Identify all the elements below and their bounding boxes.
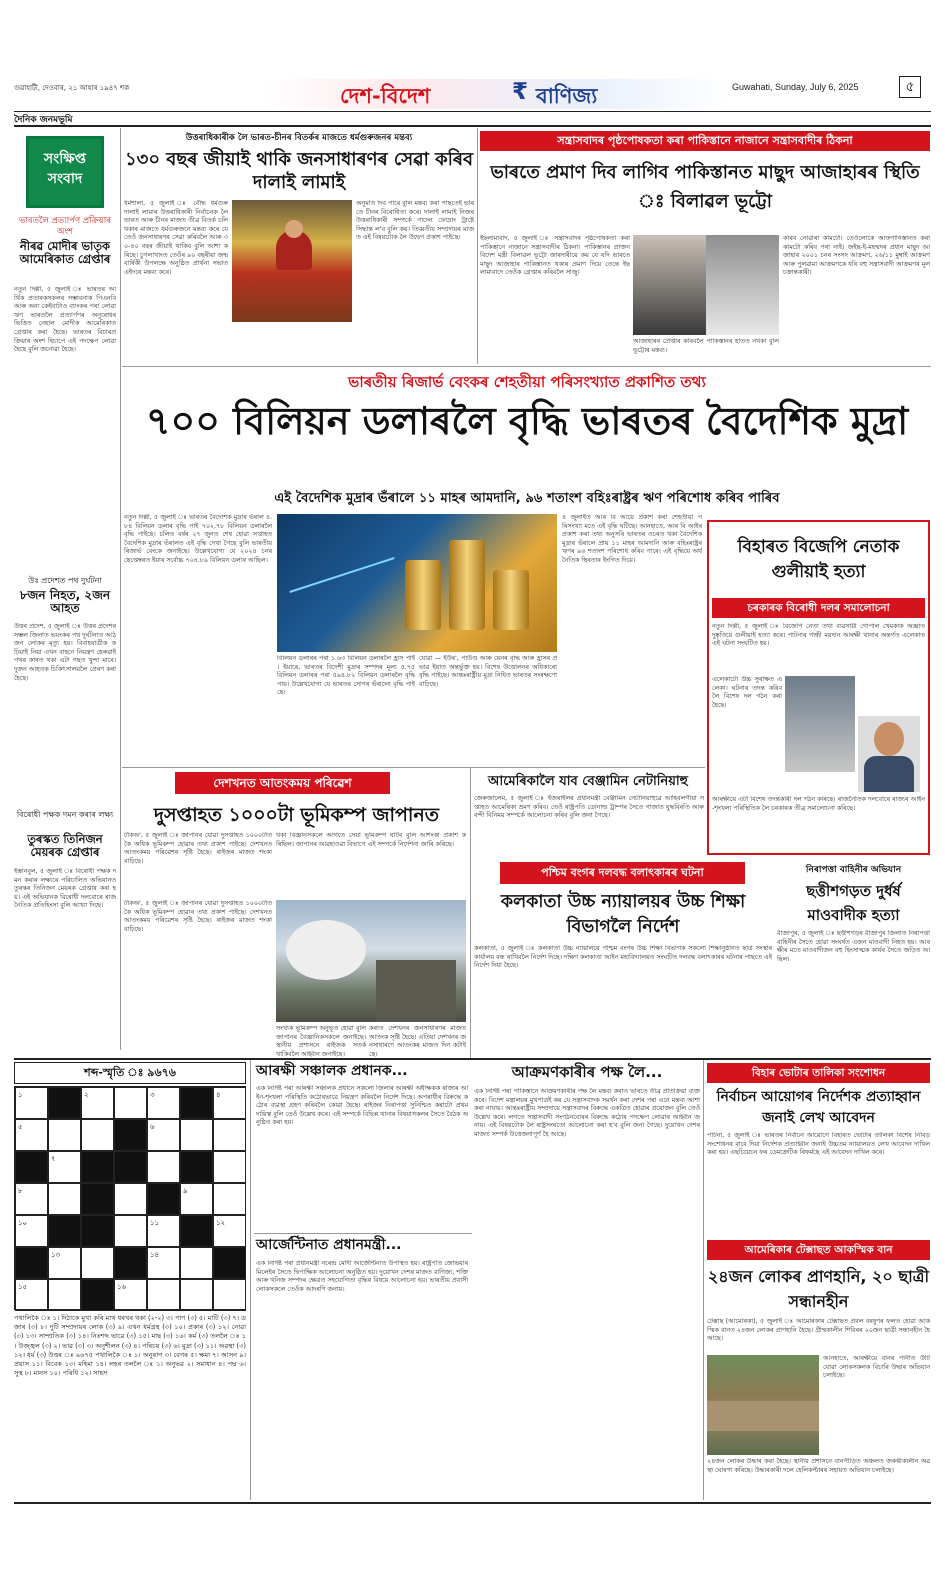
khemka-photo bbox=[858, 716, 920, 792]
cw-cell[interactable] bbox=[180, 1119, 213, 1151]
attacker-headline: আক্ৰমণকাৰীৰ পক্ষ লৈ... bbox=[511, 1063, 663, 1081]
cw-cell-b bbox=[48, 1215, 81, 1247]
netanyahu-headline: আমেৰিকালৈ যাব বেঞ্জামিন নেটানিয়াহু bbox=[488, 774, 688, 789]
crossword-grid[interactable] bbox=[14, 1086, 246, 1310]
cw-cell[interactable] bbox=[213, 1183, 246, 1215]
cw-cell-3[interactable]: ৩ bbox=[147, 1087, 180, 1119]
divider-h3 bbox=[14, 1058, 931, 1060]
brief-2-headline: ৮জন নিহত, ২জন আহত bbox=[19, 588, 111, 616]
cw-cell[interactable] bbox=[81, 1247, 114, 1279]
quake-body-right: থকা বিজ্ঞানসকলে আগতে সেয়া ভূমিকম্প ঘটিব বুলি আশংকা প্ৰকাশ কৰিছিল। জাপানৰ আৱহাওৱা বিভাগে এই সম্পৰ্কে নিৰ্দেশনা জাৰি কৰিছে। bbox=[276, 832, 466, 848]
brief-1-headline: নীৰৱ মোদীৰ ভাতৃক আমেৰিকাত গ্ৰেপ্তাৰ bbox=[19, 239, 111, 266]
section-title-b: বাণিজ্য bbox=[536, 84, 598, 108]
cw-cell[interactable] bbox=[48, 1119, 81, 1151]
cw-cell-b bbox=[147, 1183, 180, 1215]
cw-cell[interactable] bbox=[114, 1215, 147, 1247]
texas-body-top: টেক্সাছ (আমেৰিকা), ৫ জুলাই ঃ আমেৰিকাৰ টেক্সাছত প্ৰবল বৰষুণৰ ফলত হোৱা আকস্মিক বানত ২৪জন লোকৰ প্ৰাণহানি হৈছে। গ্ৰীষ্মকালীন শিবিৰৰ ২০জন ছাত্ৰী সন্ধানহীন হৈ আছে। bbox=[707, 1318, 930, 1343]
dalai-headline: ১৩০ বছৰ জীয়াই থাকি জনসাধাৰণৰ সেৱা কৰিব দালাই লামাই bbox=[124, 149, 474, 193]
cw-cell-8[interactable]: ৮ bbox=[15, 1183, 48, 1215]
quake-bar: দেশখনত আতংকময় পৰিৱেশ bbox=[175, 772, 390, 794]
pak-body-left: ইছলামাবাদ, ৫ জুলাই ঃ সন্ত্ৰাসবাদৰ পৃষ্ঠপোষকতা কৰা পাকিস্তানে নাজানে সন্ত্ৰাসবাদীৰ ঠিকনা। পাকিস্তানৰ প্ৰাক্তন বিদেশ মন্ত্ৰী বিলাৱল ভূট্টো জাৰদাৰীয়ে কয় যে যদি ভাৰতে মাছুদ আজাহাৰ পাকিস্তানত থকাৰ প্ৰমাণ দিয়ে তেন্তে ইছলামাবাদে তেওঁক গ্ৰেপ্তাৰ কৰিবলৈ সাজু। bbox=[480, 235, 630, 277]
cw-cell-2[interactable]: ২ bbox=[81, 1087, 114, 1119]
cw-cell-9[interactable]: ৯ bbox=[180, 1183, 213, 1215]
page-bottom-rule bbox=[14, 1502, 931, 1504]
cw-cell[interactable] bbox=[114, 1183, 147, 1215]
divider-h4 bbox=[254, 1233, 472, 1234]
election-headline: নিৰ্বাচন আয়োগৰ নিৰ্দেশক প্ৰত্যাহ্বান জনাই লেখ আবেদন bbox=[716, 1089, 921, 1126]
azhar-photo bbox=[706, 235, 779, 335]
brief-1-kicker: ভাৰতলৈ প্ৰত্যাৰ্পণ প্ৰক্ৰিয়াৰ অংশ bbox=[19, 216, 111, 237]
cw-cell[interactable] bbox=[114, 1087, 147, 1119]
maoist-headline: ছত্তীশগড়ত দুৰ্ধৰ্ষ মাওবাদীক হত্যা bbox=[806, 882, 901, 924]
cw-cell-11[interactable]: ১১ bbox=[147, 1215, 180, 1247]
floodwater bbox=[707, 1401, 819, 1431]
cw-cell[interactable] bbox=[48, 1183, 81, 1215]
cw-cell-1[interactable]: ১ bbox=[15, 1087, 48, 1119]
bihar-body-top: নতুন দিল্লী, ৫ জুলাই ঃ বিজেপি নেতা তথা ব্যৱসায়ী গোপাল খেমকাক অজ্ঞাত দুষ্কৃতিয়ে গুলীয়াই হত্যা কৰে। পাটনাৰ গান্ধী ময়দান আৰক্ষী থানাৰ অন্তৰ্গত এলেকাত এই ঘটনা সংঘটিত হয়। bbox=[712, 623, 925, 648]
cw-cell-b bbox=[114, 1119, 147, 1151]
cw-cell-b bbox=[114, 1247, 147, 1279]
bihar-body-left: এলেকাটো উচ্চ সুৰক্ষিত এলেকা। ঘটনাৰ তদন্ত কৰিবলৈ বিশেষ দল গঠন কৰা হৈছে। bbox=[712, 676, 782, 709]
police-headline: আৰক্ষী সঞ্চালক প্ৰধানক... bbox=[256, 1063, 408, 1079]
brief-3-kicker: বিৰোধী পক্ষক দমন কৰাৰ লক্ষ্য bbox=[16, 810, 114, 819]
coin-stack-3 bbox=[493, 570, 529, 630]
divider-h1 bbox=[122, 366, 931, 367]
cw-cell-6[interactable]: ৬ bbox=[147, 1119, 180, 1151]
kolkata-body: কলকাতা, ৫ জুলাই ঃ কলকাতা উচ্চ ন্যায়ালয়ে পশ্চিম বংগৰ উচ্চ শিক্ষা বিভাগক সকলো শিক্ষানুষ্ঠানত ছাত্ৰ সংস্থাৰ কাৰ্যালয় বন্ধ ৰাখিবলৈ নিৰ্দেশ দিছে। দক্ষিণ কলকাতা আইন মহাবিদ্যালয়ত সংঘটিত দলবদ্ধ বলাৎকাৰৰ ঘটনাৰ পাছতে এই নিৰ্দেশ দিয়া হৈছে। bbox=[474, 945, 772, 970]
police-body: এক নিৰ্দিষ্ট পৰা আৰক্ষী সঞ্চালক প্ৰধানে সকলো জিলাৰ আৰক্ষী অধীক্ষকক ৰাজ্যৰ আইন-শৃংখলা পৰিস্থিতি কঠোৰভাৱে নিয়ন্ত্ৰণ কৰিবলৈ নিৰ্দেশ দিছে। অপৰাধীৰ বিৰুদ্ধে কঠোৰ ব্যৱস্থা গ্ৰহণ কৰিবলৈ কোৱা হৈছে। ৰাইজৰ নিৰাপত্তা সুনিশ্চিত কৰাটো প্ৰথম দায়িত্ব বুলি তেওঁ উল্লেখ কৰে। এই সম্পৰ্কে বিভিন্ন থানাৰ বিষয়াসকলৰ সৈতে বৈঠক অনুষ্ঠিত কৰা হয়। bbox=[256, 1085, 468, 1127]
kolkata-bar: পশ্চিম বংগৰ দলবদ্ধ বলাৎকাৰৰ ঘটনা bbox=[500, 862, 745, 884]
cw-cell[interactable] bbox=[213, 1119, 246, 1151]
masthead-rule-2 bbox=[14, 125, 931, 127]
cw-cell-b bbox=[180, 1151, 213, 1183]
section-title-a: দেশ-বিদেশ bbox=[340, 84, 431, 108]
cw-cell-10[interactable]: ১০ bbox=[15, 1215, 48, 1247]
date-left: গুৱাহাটী, দেওবাৰ, ২১ আহাৰ ১৯৪৭ শক bbox=[14, 84, 130, 92]
texas-body-side: আনহাতে, আৰক্ষীয়ে বানৰ পানীত উটি যোৱা লোকসকলক বিচাৰি উদ্ধাৰ অভিযান চলাইছে। bbox=[823, 1355, 930, 1380]
kolkata-headline: কলকাতা উচ্চ ন্যায়ালয়ৰ উচ্চ শিক্ষা বিভাগলৈ নিৰ্দেশ bbox=[500, 892, 746, 937]
maoist-kicker: নিৰাপত্তা বাহিনীৰ অভিযান bbox=[805, 865, 902, 875]
netanyahu-body: জেৰুজালেম, ৫ জুলাই ঃ ইজৰাইলৰ প্ৰধানমন্ত্ৰী বেঞ্জামিন নেটানিয়াহুৱে আহিবলগীয়া সপ্তাহত আমেৰিকা ভ্ৰমণ কৰিব। তেওঁ ৰাষ্ট্ৰপতি ডোনাল্ড ট্ৰাম্পৰ সৈতে গাজাত যুদ্ধবিৰতি আৰু বন্দী বিনিময় সম্পৰ্কে আলোচনা কৰিব বুলি জনা গৈছে। bbox=[474, 795, 704, 820]
cw-cell-16[interactable]: ১৬ bbox=[114, 1279, 147, 1311]
rupee-icon: ₹ bbox=[512, 79, 529, 105]
divider-v2 bbox=[470, 768, 471, 1058]
crossword-clues: পথালিকৈ ঃ ১। দিঠাকে মুখা কৰি মাথ ধৰখৰ থকা (২-২) ৩। পাণ (৩) ৫। মাটি (৩) ৭। ডজাৰ (৩) ৮। দুটি সম্প্ৰদায়ৰ লোক (৩) ৯। এখন ধৰ্মগ্ৰন্থ (৩) ১০। প্ৰকাৰ (৩) ১২। নোৱা (৩) ১৩। সাম্প্ৰতিক (৩) ১৪। নিঃশব্দ ভাৱে (৩) ১৫। মাছ (৩) ১৬। কৰ্ম (৩) তললৈ ঃ ১। উজ্জ্বল (৩) ২। ভাৱ (৩) ৩। অনুশীলন (৩) ৪। পৰিচয় (৩) ৬। মুদ্ৰা (৩) ১১। অৱস্থা (৩) ১২। ধৰ্ম (৩) উত্তৰ ঃ ৯৬৭৫ পথালিকৈ ঃ ১। অনুৰাগ ৩। বেগৰ ৫। ক্ষমা ৭। আসন ৯। প্ৰয়াস ১১। বিবেক ১৩। মহিমা ১৪। লহৰ তললৈ ঃ ১। অনুভৱ ২। সমাধান ৪। পদ্ম ৬। সুস্থ ৮। মানস ১০। পৰিধি ১২। সাহস bbox=[14, 1314, 246, 1378]
divider-h2 bbox=[122, 767, 705, 768]
brief-2-body: উত্তৰ প্ৰদেশ, ৫ জুলাই ঃ উত্তৰ প্ৰদেশৰ সম্ভল জিলাত ভয়ংকৰ পথ দুৰ্ঘটনাত আঠজন লোকৰ মৃত্যু হয়। বিবাহযাত্ৰীক কঢ়িয়াই নিয়া এখন বাহনে নিয়ন্ত্ৰণ হেৰুৱাই পথৰ কাষত থকা এটা গছত খুন্দা মাৰে। দুজন আহতক চিকিৎসালয়লৈ প্ৰেৰণ কৰা হৈছে। bbox=[14, 623, 116, 682]
bihar-bar: চৰকাৰক বিৰোধী দলৰ সমালোচনা bbox=[712, 598, 925, 618]
bihar-headline: বিহাৰত বিজেপি নেতাক গুলীয়াই হত্যা bbox=[737, 537, 900, 582]
cw-cell-b bbox=[180, 1087, 213, 1119]
cw-cell[interactable] bbox=[48, 1279, 81, 1311]
argentina-headline: আৰ্জেন্টিনাত প্ৰধানমন্ত্ৰী... bbox=[256, 1237, 402, 1253]
dalai-kicker: উত্তৰাধিকাৰীক লৈ ভাৰত-চীনৰ বিতৰ্কৰ মাজতে ধৰ্মগুৰুজনৰ মন্তব্য bbox=[185, 133, 413, 143]
forex-body-left: নতুন দিল্লী, ৫ জুলাই ঃ ভাৰতৰ বৈদেশিক মুদ্ৰাৰ ভঁৰাল ৪.৮৪ বিলিয়ন ডলাৰ বৃদ্ধি পাই ৭০২.৭৮ বিলিয়ন ডলাৰলৈ বৃদ্ধি পাইছে। চলিত বৰ্ষৰ ২৭ জুনত শেষ হোৱা সপ্তাহত বৈদেশিক মুদ্ৰাৰ ভঁৰালত এই বৃদ্ধি দেখা গৈছে বুলি ভাৰতীয় ৰিজাৰ্ভ বেংকে জনাইছে। উল্লেখযোগ্য যে ২০২৪ চনৰ ছেপ্তেম্বৰত ইয়াৰ সৰ্বোচ্চ ৭০৪.৮৯ বিলিয়ন ডলাৰ আছিল। bbox=[124, 514, 272, 564]
cw-cell-b bbox=[15, 1151, 48, 1183]
cw-cell-b bbox=[213, 1247, 246, 1279]
pak-headline: ভাৰতে প্ৰমাণ দিব লাগিব পাকিস্তানত মাছুদ আজাহাৰৰ স্থিতি ঃ বিলাৱল ভূট্টো bbox=[490, 162, 920, 212]
quake-headline: দুসপ্তাহত ১০০০টা ভূমিকম্প জাপানত bbox=[154, 804, 439, 826]
divider-v1 bbox=[477, 128, 478, 364]
quake-body-left-2: টকিঅ', ৫ জুলাই ঃ জাপানৰ যোৱা দুসপ্তাহত ১০০০টাতকৈ অধিক ভূমিকম্প হোৱাৰ তথ্য প্ৰকাশ পাইছে। দেশখনত আতংকময় পৰিৱেশৰ সৃষ্টি হৈছে। ৰাইজৰ মাজত শংকা বাঢ়িছে। bbox=[124, 900, 272, 933]
texas-headline: ২৪জন লোকৰ প্ৰাণহানি, ২০ ছাত্ৰী সন্ধানহীন bbox=[707, 1267, 930, 1311]
texas-body-bottom: ২৪জন লোকৰ উদ্ধাৰ কৰা হৈছে। স্থানীয় প্ৰশাসনে বানপীড়িত অঞ্চলত জৰুৰীকালীন অৱস্থা ঘোষণা কৰিছে। উদ্ধাৰকাৰী দলে হেলিকপ্টাৰৰ সহায়ত অভিযান চলাইছে। bbox=[707, 1458, 930, 1474]
pak-body-right: কৰিব নোৱাৰা কামটো। তেওঁলোকে আফগানিস্তানত কৰা কামটো কৰিব পৰা নাই। জইছ-ই-মহম্মদৰ প্ৰধান মাছুদ আজাহাৰ ২০০১ চনৰ সংসদ আক্ৰমণ, ২৬/১১ মুম্বাই আক্ৰমণ আৰু পুলৱামা আক্ৰমণকে ধৰি বহু সন্ত্ৰাসবাদী আক্ৰমণৰ মূল চক্ৰান্তকাৰী। bbox=[783, 235, 930, 277]
coin-stack-1 bbox=[405, 560, 441, 630]
texas-photo bbox=[707, 1355, 819, 1455]
forex-body-mid: বিলিয়ন ডলাৰৰ পৰা ১.৬৩ বিলিয়ন ডলাৰলৈ হ্ৰাস পাই। ইয়াৰে, ভাৰতৰ বিদেশী মুদ্ৰাৰ সম্পদৰ মূল্য ৫.৭৫ বিলিয়ন ডলাৰৰ পৰা ৫৯৪.৮২ বিলিয়ন ডলাৰলৈ বৃদ্ধি পায়। উল্লেখযোগ্য যে ভাৰতৰ সোণৰ ভঁৰালো বৃদ্ধি পাইছে। bbox=[277, 655, 415, 697]
dalai-body-left: ধৰ্মশালা, ৫ জুলাই ঃ বৌদ্ধ ধৰ্মগুৰু দালাই লামাৰ উত্তৰাধিকাৰী নিৰ্বাচনক লৈ ভাৰত আৰু চীনৰ মাজত তীব্ৰ বিতৰ্ক চলি থকাৰ মাজতে ধৰ্মগুৰুজনে মন্তব্য কৰে যে তেওঁ জনসাধাৰণৰ সেৱা কৰিবলৈ আৰু ৩০-৪০ বছৰ জীয়াই থাকিব বুলি আশা কৰিছে। চুগলাখাংত তেওঁৰ ৯০ বছৰীয়া জন্মবাৰ্ষিকী উপলক্ষে অনুষ্ঠিত প্ৰাৰ্থনা সভাত এইদৰে মন্তব্য কৰে। bbox=[124, 200, 228, 276]
brief-column bbox=[14, 128, 116, 1048]
cw-cell[interactable] bbox=[213, 1151, 246, 1183]
brief-3-body: ইস্তানবুল, ৫ জুলাই ঃ বিৰোধী পক্ষক দমন কৰাৰ লক্ষ্যৰে পৰিচালিত অভিযানত তুৰস্কৰ তিনিজন মেয়ৰক গ্ৰেপ্তাৰ কৰা হয়। এই অভিযানক বিৰোধী দলবোৰে ৰাজনৈতিক প্ৰতিহিংসা বুলি আখ্যা দিছে। bbox=[14, 868, 116, 910]
forex-subhead: এই বৈদেশিক মুদ্ৰাৰ ভঁৰালে ১১ মাহৰ আমদানি, ৯৬ শতাংশ বহিঃৰাষ্ট্ৰৰ ঋণ পৰিশোধ কৰিব পাৰিব bbox=[274, 491, 780, 506]
bhutto-photo bbox=[633, 235, 706, 335]
pak-photo bbox=[633, 235, 779, 335]
cw-cell-b bbox=[81, 1279, 114, 1311]
crossword-title: শব্দ-স্মৃতি ঃ ৯৬৭৬ bbox=[14, 1062, 246, 1084]
khemka-coat bbox=[864, 756, 914, 792]
cw-cell[interactable] bbox=[147, 1279, 180, 1311]
cw-cell[interactable] bbox=[213, 1279, 246, 1311]
cw-cell-14[interactable]: ১৪ bbox=[147, 1247, 180, 1279]
chart-line bbox=[289, 557, 394, 593]
cw-cell-12[interactable]: ১২ bbox=[213, 1215, 246, 1247]
forex-kicker: ভাৰতীয় ৰিজাৰ্ভ বেংকৰ শেহতীয়া পৰিসংখ্যাত প্ৰকাশিত তথ্য bbox=[348, 373, 706, 391]
cw-cell-b bbox=[81, 1151, 114, 1183]
khemka-face bbox=[874, 722, 904, 756]
brief-1-body: নতুন দিল্লী, ৫ জুলাই ঃ ভাৰতৰ আর্থিক প্ৰতাৰকসকলৰ সম্ভাবনাক পিএনবি আৰু অন্য কেইবাটাও ব্যাংকৰ পৰা লোৱা ঋণ ভাৰতলৈ প্ৰত্যাৰ্পণৰ অনুৰোধৰ ভিত্তিত নেহাল মোদীক আমেৰিকাত গ্ৰেপ্তাৰ কৰা হৈছে। ভাৰতৰ বিচাৰপ্ৰক্ৰিয়াৰ অংশ হিচাপে এই পদক্ষেপ লোৱা হৈছে বুলি জনোৱা হৈছে। bbox=[14, 286, 116, 354]
brief-3-headline: তুৰস্কত তিনিজন মেয়ৰক গ্ৰেপ্তাৰ bbox=[27, 832, 103, 859]
bihar-body-bottom: আৰক্ষীয়ে এটা বিশেষ তদন্তকাৰী দল গঠন কৰিছে। ৰাজনৈতিক দলবোৰে ৰাজ্যৰ আইন-শৃংখলা পৰিস্থিতিক লৈ চৰকাৰক তীব্ৰ সমালোচনা কৰিছে। bbox=[712, 796, 925, 812]
cracked-road bbox=[376, 960, 456, 1022]
coin-stack-2 bbox=[449, 540, 485, 630]
brief-label bbox=[26, 136, 104, 208]
brief-label-line1: সংক্ষিপ্ত bbox=[43, 151, 87, 167]
forex-photo bbox=[277, 514, 557, 652]
argentina-body: এক নিৰ্দিষ্ট পৰা প্ৰধানমন্ত্ৰী নৰেন্দ্ৰ মোদী আৰ্জেন্টিনাত উপস্থিত হয়। ৰাষ্ট্ৰপতি জেভিয়াৰ মিলেইৰ সৈতে দ্বিপাক্ষিক আলোচনা অনুষ্ঠিত হয়। দুয়োখন দেশৰ মাজত বাণিজ্য, শক্তি আৰু খনিজ সম্পদৰ ক্ষেত্ৰত সহযোগিতা বৃদ্ধিৰ বিষয়ে আলোচনা হয়। ভাৰতীয় প্ৰবাসী লোকসকলে তেওঁক আদৰণি জনায়। bbox=[256, 1260, 468, 1293]
quake-photo bbox=[276, 900, 466, 1022]
bihar-photo bbox=[785, 676, 855, 772]
brief-label-line2: সংবাদ bbox=[47, 171, 83, 187]
crossword bbox=[14, 1062, 246, 1500]
masthead bbox=[14, 76, 931, 116]
cw-cell-b bbox=[81, 1183, 114, 1215]
cw-cell-b bbox=[180, 1215, 213, 1247]
cw-cell-5[interactable]: ৫ bbox=[15, 1119, 48, 1151]
section-banner bbox=[262, 79, 732, 109]
brief-divider bbox=[120, 128, 121, 1050]
brief-2-kicker: উঃ প্ৰদেশত পথ দুৰ্ঘটনা bbox=[28, 576, 102, 585]
quake-body-bottom2: কৰাত দেশখনৰ জনসাধাৰণৰ মাজত আতংক সৃষ্টি হৈছে। এতিয়া দেশখনৰ জনসাধাৰণে আতংকৰ মাজত দিন কটাইছে। bbox=[369, 1025, 466, 1057]
cw-cell-b bbox=[15, 1247, 48, 1279]
masthead-rule bbox=[14, 111, 931, 112]
cw-cell-4[interactable]: ৪ bbox=[213, 1087, 246, 1119]
pak-caption: আজাহাৰৰ প্ৰেপ্তাৰ কৰিবলৈ পাকিস্তানৰ হাতত নথকা বুলি ভূট্টোৰ মন্তব্য। bbox=[633, 338, 779, 354]
divider-v3 bbox=[250, 1060, 251, 1500]
cw-cell-13[interactable]: ১৩ bbox=[48, 1247, 81, 1279]
pak-bar: সন্ত্ৰাসবাদৰ পৃষ্ঠপোষকতা কৰা পাকিস্তানে নাজানে সন্ত্ৰাসবাদীৰ ঠিকনা bbox=[480, 131, 930, 151]
forex-body-right: ৪ জুলাইত আৰ বি আয়ে প্ৰকাশ কৰা শেহতীয়া পৰিসংখ্যা মতে এই বৃদ্ধি ঘটিছে। আনহাতে, আৰ বি আইৰ প্ৰকাশ কৰা তথ্য অনুসৰি ভাৰতৰ ওচৰত থকা বৈদেশিক মুদ্ৰাৰ ভঁৰালে প্ৰায় ১১ মাহৰ আমদানি আৰু বহিঃৰাষ্ট্ৰৰ ঋণৰ ৯৬ শতাংশ পৰিশোধ কৰিব পাৰে। এই বৃদ্ধিয়ে অৰ্থনৈতিক স্থিৰতাৰ ইংগিত দিয়ে। bbox=[562, 514, 702, 564]
cw-cell[interactable] bbox=[81, 1119, 114, 1151]
cw-cell-b bbox=[114, 1151, 147, 1183]
maoist-body: বীজাপুৰ, ৫ জুলাই ঃ ছত্তীশগড়ৰ বীজাপুৰ জিলাত নিৰাপত্তা বাহিনীৰ সৈতে হোৱা সংঘৰ্ষত এজন মাওবাদী নিহত হয়। আৰক্ষীৰ মতে মাওবাদীজন বহু হিংসাত্মক কাৰ্যৰ সৈতে জড়িত আছিল। bbox=[777, 930, 930, 963]
cw-cell-7[interactable]: ৭ bbox=[48, 1151, 81, 1183]
cw-cell-b bbox=[81, 1215, 114, 1247]
election-bar: বিহাৰ ভোটাৰ তালিকা সংশোধন bbox=[707, 1063, 930, 1083]
election-body: পাটনা, ৫ জুলাই ঃ ভাৰতৰ নিৰ্বাচন আয়োগে বিহাৰত ভোটাৰ তালিকা বিশেষ নিবিড় সংশোধনৰ বাবে দিয়া নিৰ্দেশক প্ৰত্যাহ্বান জনাই উচ্চতম ন্যায়ালয়ত লেখ আবেদন দাখিল কৰা হয়। এছচিয়েচন ফৰ ডেমক্ৰেটিক ৰিফৰ্মছে এই আবেদন দাখিল কৰে। bbox=[707, 1132, 930, 1157]
date-right: Guwahati, Sunday, July 6, 2025 bbox=[732, 82, 859, 92]
divider-v4 bbox=[703, 1060, 704, 1500]
volcano-smoke bbox=[286, 920, 366, 980]
dalai-photo bbox=[232, 200, 352, 322]
cw-cell[interactable] bbox=[147, 1151, 180, 1183]
monk-face bbox=[285, 220, 303, 238]
quake-body-left: টকিঅ', ৫ জুলাই ঃ জাপানৰ যোৱা দুসপ্তাহত ১০০০টাতকৈ অধিক ভূমিকম্প হোৱাৰ তথ্য প্ৰকাশ পাইছে। দেশখনত আতংকময় পৰিৱেশৰ সৃষ্টি হৈছে। ৰাইজৰ মাজত শংকা বাঢ়িছে। bbox=[124, 832, 272, 865]
forex-body-mid2: যোৱা — ইউৰ', পাউণ্ড আৰু য়েনৰ বৃদ্ধি আৰু হ্ৰাসৰ প্ৰভাৱ ইয়াত অন্তৰ্ভুক্ত হয়। বিশেষ উত্তোলনৰ অধিকাৰো বৃদ্ধি পাইছে। আন্তঃৰাষ্ট্ৰীয় মুদ্ৰা নিধিত ভাৰতৰ সংৰক্ষণো বাঢ়িছে। bbox=[419, 655, 557, 688]
cw-cell[interactable] bbox=[180, 1279, 213, 1311]
quake-body-bottom1: সংখ্যক ভূমিকম্প অনুভূত হোৱা বুলি জাপানৰ বৈজ্ঞানিকসকলে জনাইছে। স্থানীয় প্ৰশাসনে ৰাইজক সতৰ্ক থাকিবলৈ আহ্বান জনাইছে। bbox=[276, 1025, 366, 1057]
cw-cell-15[interactable]: ১৫ bbox=[15, 1279, 48, 1311]
dalai-body-right: অনুমতি দিব পাৰে বুলি মন্তব্য কৰা পাছতেই ভাৰতে চীনৰ বিৰোধিতা কৰে। দালাই লামাই নিজৰ উত্তৰাধিকাৰী সম্পৰ্কে গাদেন ফোদ্ৰাং ট্ৰাষ্টে সিদ্ধান্ত ল'ব বুলি কয়। তিব্বতীয় সম্প্ৰদায়ৰ মাজত এই বিষয়টোক লৈ উদ্বেগ প্ৰকাশ পাইছে। bbox=[356, 200, 474, 242]
attacker-body: এক নিৰ্দিষ্ট পৰা পাকিস্তানে আক্ৰমণকাৰীৰ পক্ষ লৈ মন্তব্য কৰাত ভাৰতে তীব্ৰ প্ৰতিক্ৰিয়া ব্যক্ত কৰে। বিদেশ মন্ত্ৰালয়ৰ মুখপাত্ৰই কয় যে সন্ত্ৰাসবাদক সমৰ্থন কৰা দেশৰ পৰা এনে মন্তব্য আশা কৰা নাযায়। আন্তঃৰাষ্ট্ৰীয় সম্প্ৰদায়ে সন্ত্ৰাসবাদৰ বিৰুদ্ধে একত্ৰিত হোৱাৰ প্ৰয়োজন বুলি তেওঁ উল্লেখ কৰে। লগতে সন্ত্ৰাসবাদী সংগঠনবোৰৰ বিৰুদ্ধে কঠোৰ পদক্ষেপ লোৱাৰ আহ্বান জনায়। এই বিষয়টোক লৈ ৰাষ্ট্ৰসংঘতো আলোচনা কৰা হ'ব বুলি জনা গৈছে। দুয়োখন দেশৰ মাজত সম্পৰ্ক উত্তেজনাপূৰ্ণ হৈ আছে। bbox=[474, 1088, 700, 1138]
page-number: ৫ bbox=[899, 76, 921, 98]
texas-bar: আমেৰিকাৰ টেক্সাছত আকস্মিক বান bbox=[707, 1240, 930, 1260]
cw-cell[interactable] bbox=[180, 1247, 213, 1279]
cw-cell-b bbox=[48, 1087, 81, 1119]
forex-headline: ৭০০ বিলিয়ন ডলাৰলৈ বৃদ্ধি ভাৰতৰ বৈদেশিক মুদ্ৰা bbox=[145, 399, 909, 443]
paper-name: দৈনিক জনমভূমি bbox=[14, 115, 73, 125]
